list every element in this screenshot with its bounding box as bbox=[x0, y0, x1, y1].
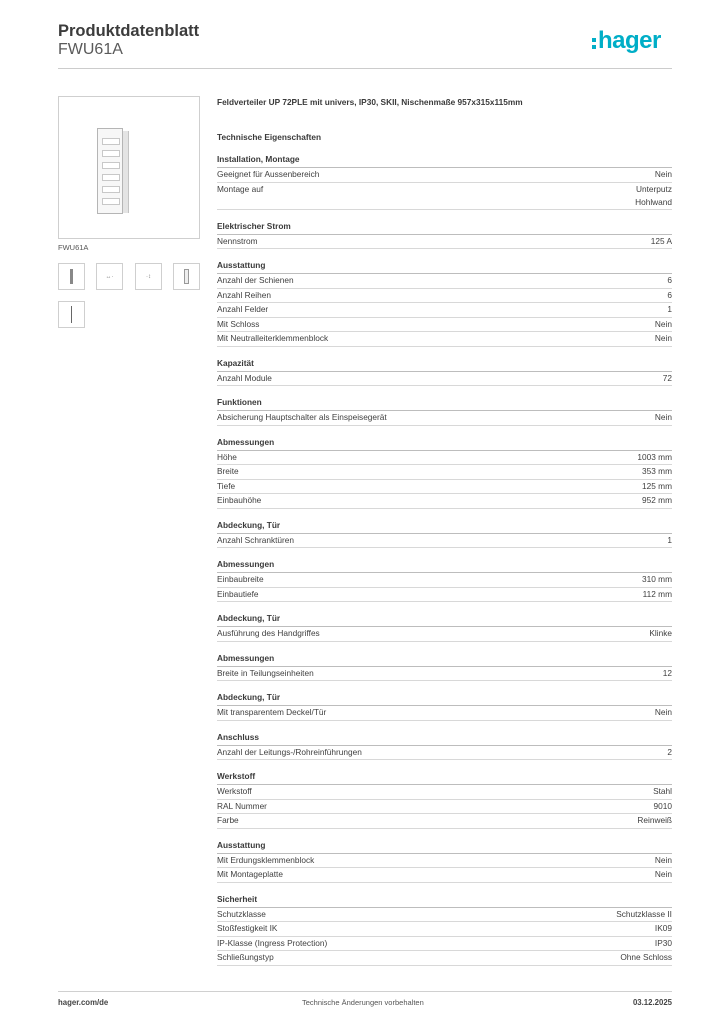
property-value: 6 bbox=[667, 289, 672, 300]
property-value: IK09 bbox=[654, 923, 672, 933]
property-row bbox=[217, 318, 672, 333]
property-label: Breite bbox=[217, 466, 239, 476]
footer-website-link[interactable]: hager.com/de bbox=[58, 998, 109, 1007]
property-row bbox=[217, 289, 672, 304]
property-label: Breite in Teilungseinheiten bbox=[217, 667, 314, 678]
product-code: FWU61A bbox=[58, 41, 123, 58]
property-value: 1003 mm bbox=[637, 451, 672, 462]
property-row bbox=[217, 937, 672, 952]
property-row bbox=[217, 746, 672, 761]
property-label: Tiefe bbox=[217, 480, 236, 491]
cabinet-front-thumbnail[interactable] bbox=[58, 263, 85, 290]
property-label: Werkstoff bbox=[217, 786, 252, 796]
property-label: Farbe bbox=[217, 815, 239, 825]
property-label: IP-Klasse (Ingress Protection) bbox=[217, 937, 328, 948]
property-value: Nein bbox=[654, 333, 672, 343]
dimension-drawing-icon: ↔· bbox=[105, 273, 114, 280]
property-value: 1 bbox=[667, 304, 672, 314]
property-value: 9010 bbox=[653, 800, 672, 811]
property-value: 353 mm bbox=[642, 466, 672, 476]
property-value: Klinke bbox=[649, 628, 672, 638]
product-description: Feldverteiler UP 72PLE mit univers, IP30, SKII, Nischenmaße 957x315x115mm bbox=[217, 97, 523, 107]
property-value: Nein bbox=[654, 412, 672, 422]
property-row bbox=[217, 494, 672, 509]
property-row bbox=[217, 922, 672, 937]
property-row bbox=[217, 332, 672, 347]
property-label: Absicherung Hauptschalter als Einspeisegerät bbox=[217, 412, 387, 422]
cabinet-side-thumbnail[interactable] bbox=[173, 263, 200, 290]
section-title: Abdeckung, Tür bbox=[217, 611, 672, 627]
property-value: IP30 bbox=[654, 937, 672, 948]
dimension-drawing-thumbnail[interactable] bbox=[96, 263, 123, 290]
cabinet-front-icon bbox=[70, 269, 73, 284]
product-data-content bbox=[217, 96, 672, 966]
property-label: Nennstrom bbox=[217, 235, 258, 246]
property-row bbox=[217, 168, 672, 183]
property-label: Montage auf bbox=[217, 183, 264, 194]
property-row bbox=[217, 951, 672, 966]
property-label: Anzahl Schranktüren bbox=[217, 534, 295, 545]
property-value: Nein bbox=[654, 318, 672, 329]
image-caption: FWU61A bbox=[58, 243, 89, 252]
property-row bbox=[217, 588, 672, 603]
property-row bbox=[217, 411, 672, 426]
property-row bbox=[217, 235, 672, 250]
property-value: Ohne Schloss bbox=[620, 952, 672, 962]
footer-notice: Technische Änderungen vorbehalten bbox=[302, 998, 424, 1007]
property-row bbox=[217, 868, 672, 883]
property-row bbox=[217, 706, 672, 721]
property-label: Geeignet für Aussenbereich bbox=[217, 169, 320, 179]
property-value: 952 mm bbox=[642, 495, 672, 505]
property-row bbox=[217, 534, 672, 549]
property-label: Anzahl der Leitungs-/Rohreinführungen bbox=[217, 746, 362, 757]
cabinet-side-icon bbox=[184, 269, 189, 284]
property-row bbox=[217, 800, 672, 815]
section-title: Abmessungen bbox=[217, 651, 672, 667]
distribution-cabinet-icon bbox=[97, 128, 123, 214]
dimension-drawing-icon: ·↕ bbox=[146, 273, 151, 280]
section-title: Elektrischer Strom bbox=[217, 219, 672, 235]
property-value: Schutzklasse II bbox=[616, 908, 672, 919]
property-row bbox=[217, 854, 672, 869]
property-value: 125 A bbox=[650, 235, 672, 246]
header-divider bbox=[58, 68, 672, 69]
property-value: Nein bbox=[654, 854, 672, 865]
property-label: Anzahl Module bbox=[217, 372, 272, 383]
property-row bbox=[217, 908, 672, 923]
property-row bbox=[217, 667, 672, 682]
property-value: 2 bbox=[667, 746, 672, 757]
dimension-drawing-thumbnail-2[interactable] bbox=[135, 263, 162, 290]
section-title: Abmessungen bbox=[217, 435, 672, 451]
property-row bbox=[217, 573, 672, 588]
page-title: Produktdatenblatt bbox=[58, 22, 200, 40]
property-label: Mit Erdungsklemmenblock bbox=[217, 854, 315, 865]
property-row bbox=[217, 465, 672, 480]
property-label: Ausführung des Handgriffes bbox=[217, 628, 320, 638]
section-title: Funktionen bbox=[217, 395, 672, 411]
property-row bbox=[217, 451, 672, 466]
property-label: Stoßfestigkeit IK bbox=[217, 923, 278, 933]
property-row bbox=[217, 303, 672, 318]
property-label: Mit Neutralleiterklemmenblock bbox=[217, 333, 329, 343]
property-row bbox=[217, 274, 672, 289]
section-title: Sicherheit bbox=[217, 892, 672, 908]
section-title: Ausstattung bbox=[217, 838, 672, 854]
property-value: Reinweiß bbox=[637, 815, 672, 825]
property-value: 310 mm bbox=[642, 574, 672, 584]
technical-properties-heading: Technische Eigenschaften bbox=[217, 132, 322, 142]
section-title: Abdeckung, Tür bbox=[217, 518, 672, 534]
logo-text: hager bbox=[598, 27, 661, 54]
section-title: Werkstoff bbox=[217, 769, 672, 785]
property-label: Schutzklasse bbox=[217, 908, 266, 919]
section-title: Abdeckung, Tür bbox=[217, 690, 672, 706]
property-row bbox=[217, 183, 672, 210]
property-value: 12 bbox=[662, 667, 672, 678]
property-value: 72 bbox=[662, 372, 672, 383]
property-label: Anzahl der Schienen bbox=[217, 275, 294, 285]
property-value: Nein bbox=[654, 169, 672, 179]
property-label: Einbaubreite bbox=[217, 574, 264, 584]
property-value: 1 bbox=[667, 534, 672, 545]
property-label: Anzahl Felder bbox=[217, 304, 269, 314]
property-row bbox=[217, 480, 672, 495]
property-value: Stahl bbox=[653, 786, 672, 796]
section-title: Installation, Montage bbox=[217, 152, 672, 168]
logo-colon-icon bbox=[592, 38, 596, 49]
footer-divider bbox=[58, 991, 672, 992]
property-label: Mit Schloss bbox=[217, 318, 260, 329]
property-row bbox=[217, 785, 672, 800]
property-value: 125 mm bbox=[642, 480, 672, 491]
section-title: Ausstattung bbox=[217, 258, 672, 274]
property-value: 112 mm bbox=[642, 588, 672, 599]
property-value: Unterputz Hohlwand bbox=[635, 183, 672, 207]
property-label: Anzahl Reihen bbox=[217, 289, 271, 300]
section-title: Kapazität bbox=[217, 356, 672, 372]
property-label: RAL Nummer bbox=[217, 800, 267, 811]
property-label: Einbauhöhe bbox=[217, 495, 262, 505]
cabinet-profile-icon bbox=[71, 306, 72, 323]
property-label: Höhe bbox=[217, 451, 237, 462]
property-value: Nein bbox=[654, 869, 672, 879]
property-sections bbox=[217, 152, 672, 966]
property-value: 6 bbox=[667, 275, 672, 285]
section-title: Anschluss bbox=[217, 730, 672, 746]
property-label: Einbautiefe bbox=[217, 588, 259, 599]
cabinet-profile-thumbnail[interactable] bbox=[58, 301, 85, 328]
property-row bbox=[217, 627, 672, 642]
hager-logo[interactable] bbox=[592, 26, 661, 56]
section-title: Abmessungen bbox=[217, 557, 672, 573]
property-label: Mit Montageplatte bbox=[217, 869, 283, 879]
property-row bbox=[217, 372, 672, 387]
property-value: Nein bbox=[654, 707, 672, 717]
property-label: Schließungstyp bbox=[217, 952, 274, 962]
property-row bbox=[217, 814, 672, 829]
product-main-image[interactable] bbox=[58, 96, 200, 239]
property-label: Mit transparentem Deckel/Tür bbox=[217, 707, 327, 717]
footer-date: 03.12.2025 bbox=[632, 998, 672, 1007]
